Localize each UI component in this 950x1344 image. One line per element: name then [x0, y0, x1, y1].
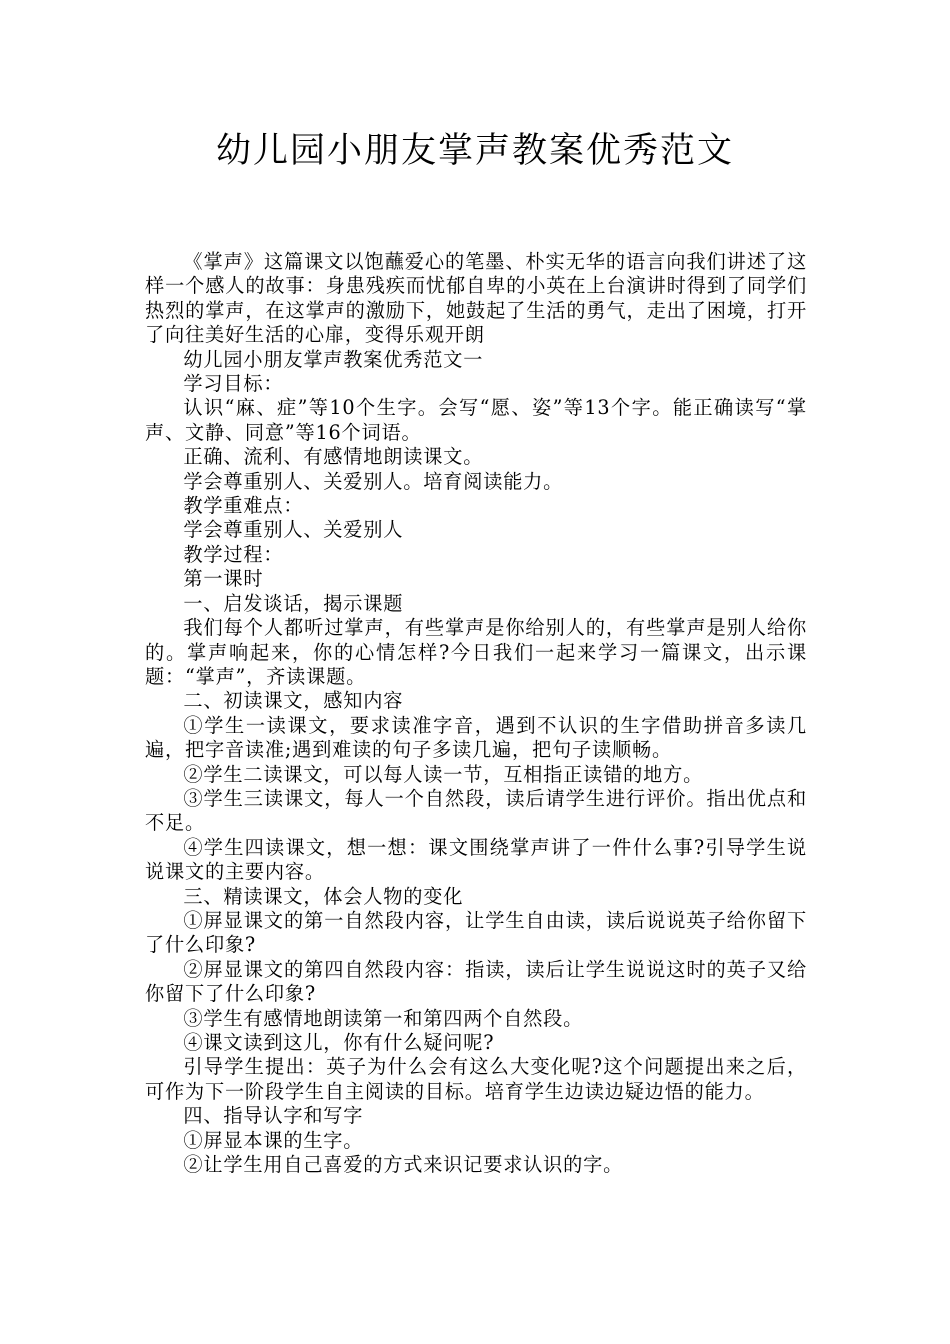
paragraph-difficulty: 学会尊重别人、关爱别人 [183, 518, 404, 542]
paragraph-section-4: 四、指导认字和写字 [183, 1104, 364, 1128]
paragraph-goal-3: 学会尊重别人、关爱别人。培育阅读能力。 [183, 469, 564, 493]
paragraph-section-2-item-2: ②学生二读课文，可以每人读一节，互相指正读错的地方。 [183, 762, 704, 786]
paragraph-heading-goals: 学习目标： [183, 372, 284, 396]
paragraph-section-1: 一、启发谈话，揭示课题 [183, 591, 404, 615]
paragraph-section-3-item-1: ①屏显课文的第一自然段内容，让学生自由读，读后说说英子给你留下了什么印象? [145, 908, 807, 957]
paragraph-section-4-item-1: ①屏显本课的生字。 [183, 1128, 364, 1152]
paragraph-section-1-body: 我们每个人都听过掌声，有些掌声是你给别人的，有些掌声是别人给你的。掌声响起来，你的心情怎样?今日我们一起来学习一篇课文，出示课题：“掌声”，齐读课题。 [145, 616, 807, 688]
paragraph-goal-2: 正确、流利、有感情地朗读课文。 [183, 445, 484, 469]
paragraph-section-2-item-4: ④学生四读课文，想一想：课文围绕掌声讲了一件什么事?引导学生说说课文的主要内容。 [145, 835, 807, 884]
paragraph-heading-difficulty: 教学重难点： [183, 494, 304, 518]
document-body [145, 250, 807, 1177]
paragraph-goal-1: 认识“麻、症”等10个生字。会写“愿、姿”等13个字。能正确读写“掌声、文静、同意”等16个词语。 [145, 396, 807, 444]
paragraph-section-3-item-4: ④课文读到这儿，你有什么疑问呢? [183, 1031, 495, 1054]
paragraph-intro: 《掌声》这篇课文以饱蘸爱心的笔墨、朴实无华的语言向我们讲述了这样一个感人的故事：身患残疾而忧郁自卑的小英在上台演讲时得到了同学们热烈的掌声，在这掌声的激励下，她鼓起了生活的勇气，走出了困境，打开了向往美好生活的心扉，变得乐观开朗 [145, 250, 807, 347]
paragraph-section-3-guide: 引导学生提出：英子为什么会有这么大变化呢?这个问题提出来之后，可作为下一阶段学生自主阅读的目标。培育学生边读边疑边悟的能力。 [145, 1055, 807, 1103]
paragraph-section-2-item-1: ①学生一读课文，要求读准字音，遇到不认识的生字借助拼音多读几遍，把字音读准;遇到难读的句子多读几遍，把句子读顺畅。 [145, 713, 807, 762]
paragraph-section-3-item-2: ②屏显课文的第四自然段内容：指读，读后让学生说说这时的英子又给你留下了什么印象? [145, 957, 807, 1006]
document-title: 幼儿园小朋友掌声教案优秀范文 [215, 131, 734, 171]
paragraph-section-3: 三、精读课文，体会人物的变化 [183, 884, 464, 908]
paragraph-subtitle: 幼儿园小朋友掌声教案优秀范文一 [183, 347, 484, 371]
paragraph-lesson-one: 第一课时 [183, 567, 264, 591]
paragraph-section-3-item-3: ③学生有感情地朗读第一和第四两个自然段。 [183, 1006, 584, 1030]
paragraph-section-2-item-3: ③学生三读课文，每人一个自然段，读后请学生进行评价。指出优点和不足。 [145, 786, 807, 835]
paragraph-heading-process: 教学过程： [183, 542, 284, 566]
paragraph-section-2: 二、初读课文，感知内容 [183, 689, 404, 713]
paragraph-section-4-item-2: ②让学生用自己喜爱的方式来识记要求认识的字。 [183, 1153, 624, 1177]
